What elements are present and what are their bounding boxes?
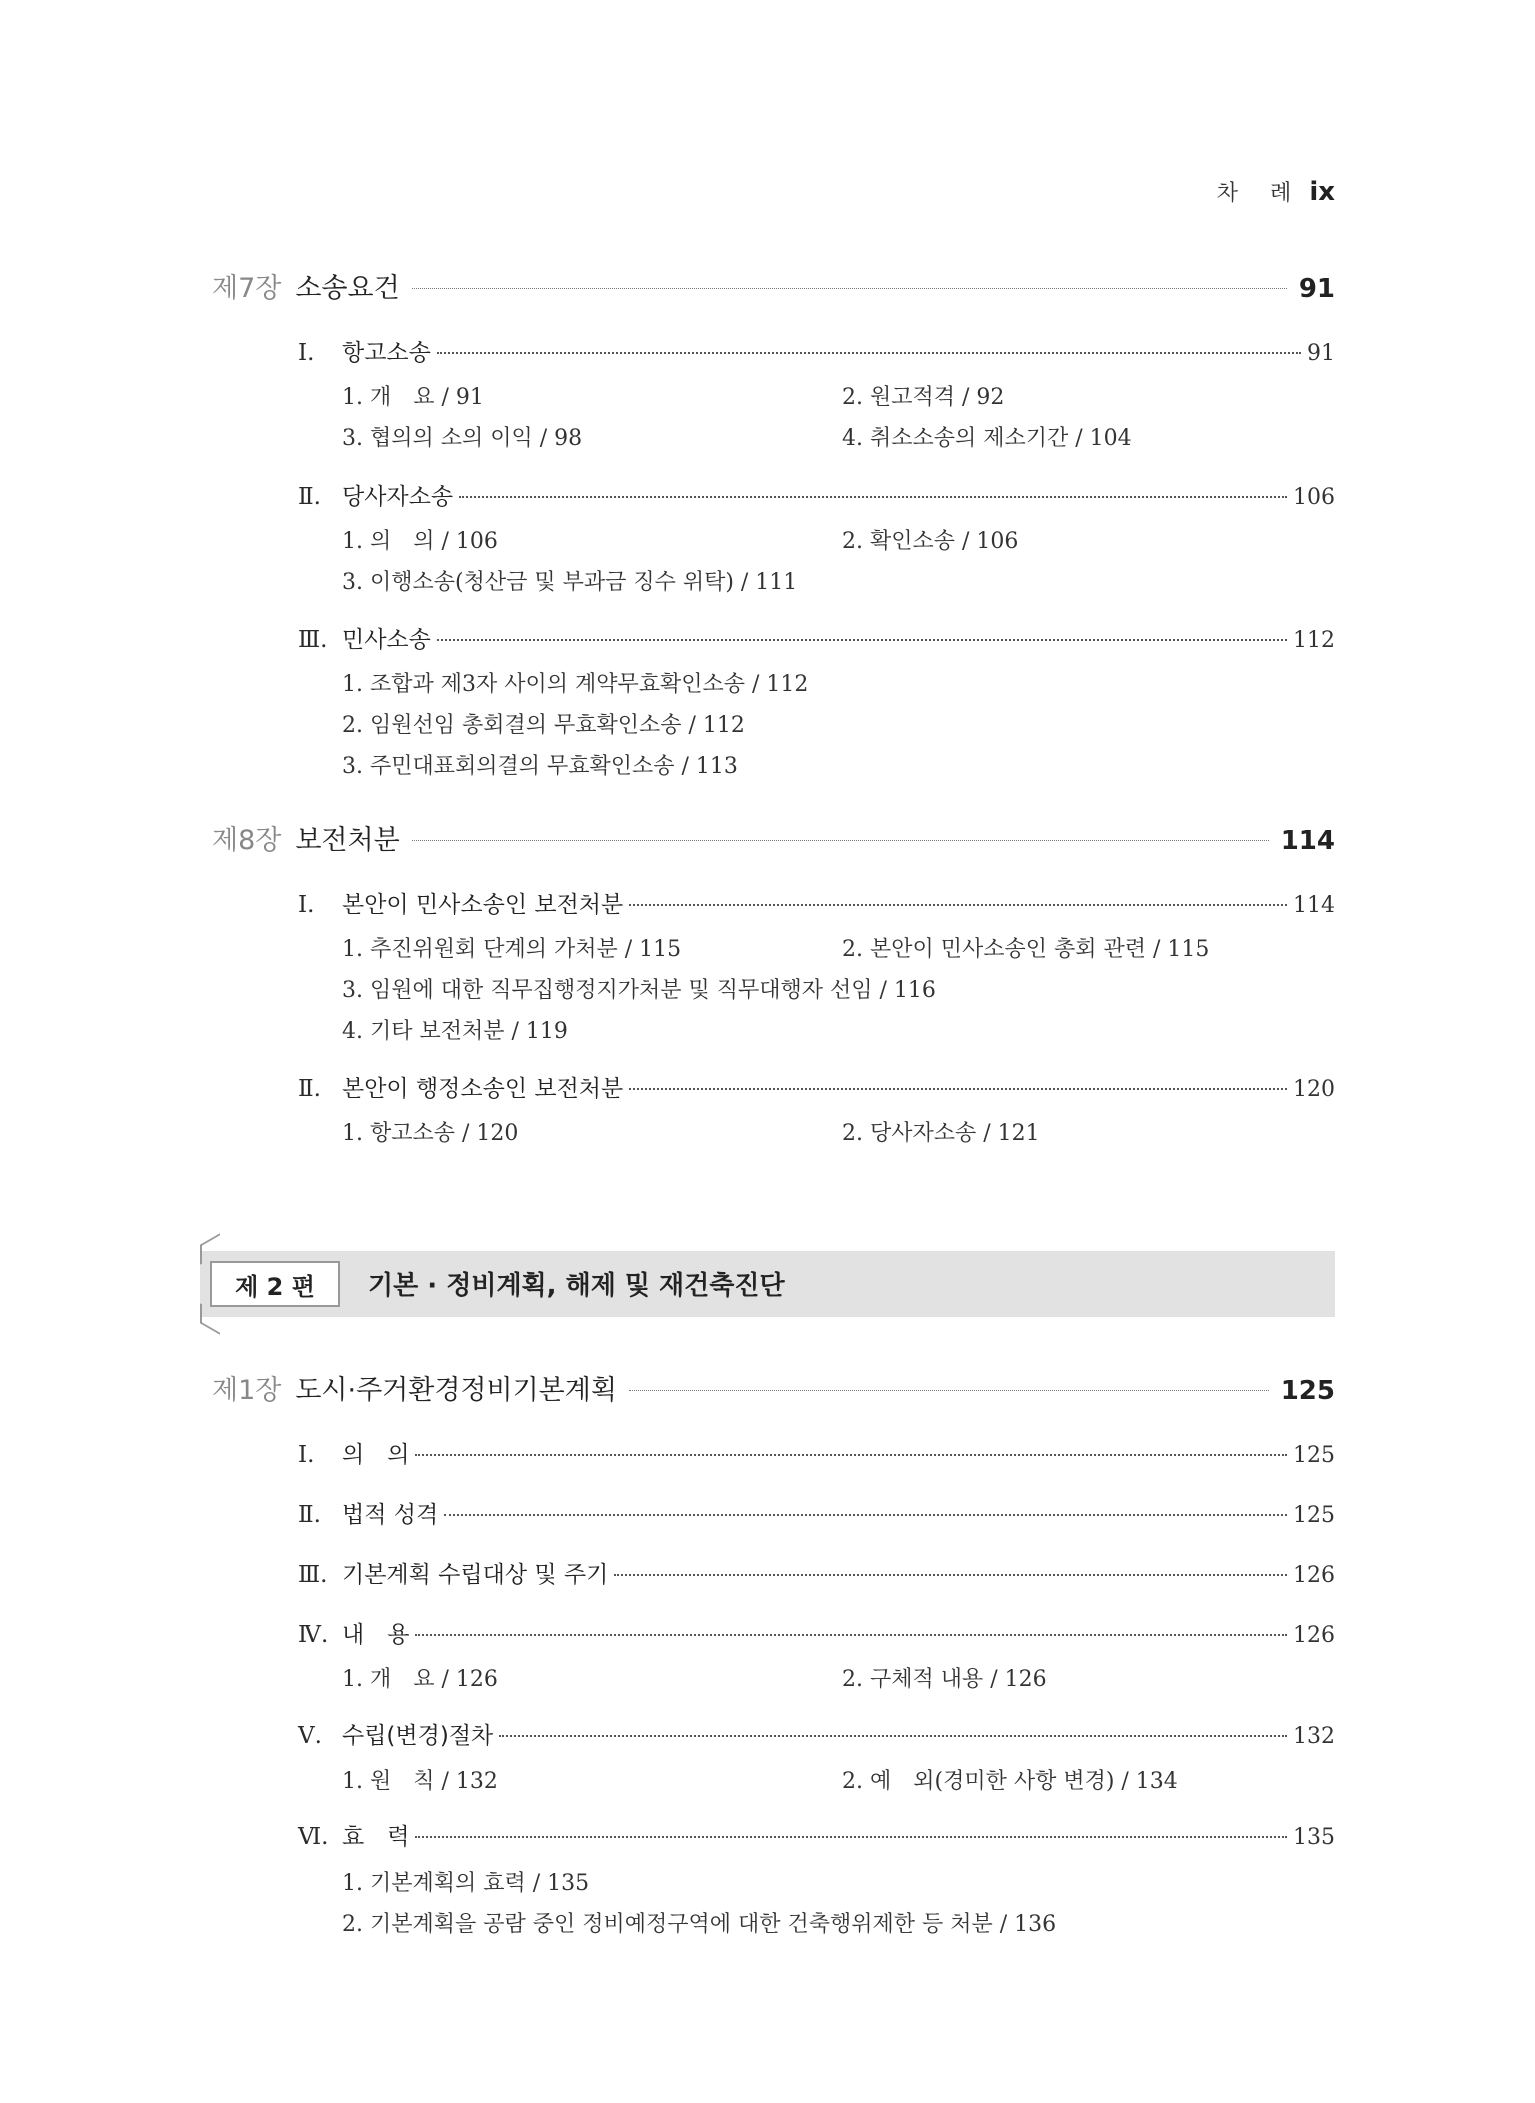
dot-leader	[459, 496, 1287, 498]
section-numeral: Ⅴ.	[298, 1723, 322, 1749]
toc-item[interactable]: 1. 개 요 / 91	[342, 385, 484, 410]
toc-chapter-7[interactable]	[212, 266, 1335, 305]
section-numeral: Ⅳ.	[298, 1622, 329, 1648]
chapter-number: 제1장	[212, 1375, 282, 1406]
toc-item[interactable]: 2. 당사자소송 / 121	[842, 1121, 1040, 1146]
section-title: 수립(변경)절차	[342, 1723, 494, 1749]
section-title: 항고소송	[342, 340, 431, 366]
toc-item[interactable]: 3. 협의의 소의 이익 / 98	[342, 426, 583, 451]
section-page: 120	[1293, 1077, 1335, 1102]
banner-corner-ornament	[200, 1303, 220, 1335]
chapter-title: 소송요건	[295, 273, 400, 304]
toc-section[interactable]	[298, 1436, 1335, 1469]
toc-item[interactable]: 1. 조합과 제3자 사이의 계약무효확인소송 / 112	[342, 672, 809, 697]
chapter-number: 제8장	[212, 825, 282, 856]
toc-section[interactable]	[298, 1496, 1335, 1529]
section-title: 의 의	[342, 1442, 410, 1468]
section-page: 135	[1293, 1825, 1335, 1850]
toc-item[interactable]: 2. 본안이 민사소송인 총회 관련 / 115	[842, 937, 1210, 962]
chapter-page: 91	[1298, 274, 1335, 304]
toc-item[interactable]: 1. 추진위원회 단계의 가처분 / 115	[342, 937, 682, 962]
toc-item[interactable]: 1. 개 요 / 126	[342, 1667, 498, 1692]
running-head	[1217, 176, 1335, 207]
toc-item[interactable]: 3. 주민대표회의결의 무효확인소송 / 113	[342, 754, 738, 779]
dot-leader	[614, 1574, 1287, 1576]
toc-item[interactable]: 1. 항고소송 / 120	[342, 1121, 519, 1146]
section-title: 당사자소송	[342, 484, 454, 510]
dot-leader	[412, 288, 1287, 289]
section-numeral: Ⅱ.	[298, 1502, 321, 1528]
toc-section[interactable]	[298, 1556, 1335, 1589]
toc-item[interactable]: 1. 원 칙 / 132	[342, 1769, 498, 1794]
header-page-number: ix	[1309, 177, 1335, 207]
toc-chapter-1[interactable]	[212, 1368, 1335, 1407]
toc-section[interactable]	[298, 478, 1335, 511]
dot-leader	[415, 1454, 1287, 1456]
section-numeral: Ⅲ.	[298, 627, 328, 653]
section-title: 법적 성격	[342, 1502, 439, 1528]
section-title: 효 력	[342, 1824, 410, 1850]
toc-item[interactable]: 2. 임원선임 총회결의 무효확인소송 / 112	[342, 713, 745, 738]
toc-item[interactable]: 2. 기본계획을 공람 중인 정비예정구역에 대한 건축행위제한 등 처분 / 136	[342, 1912, 1057, 1937]
toc-section[interactable]	[298, 886, 1335, 919]
section-page: 91	[1307, 341, 1335, 366]
section-page: 125	[1293, 1443, 1335, 1468]
section-title: 기본계획 수립대상 및 주기	[342, 1562, 609, 1588]
part-banner	[200, 1251, 1335, 1317]
section-numeral: Ⅱ.	[298, 484, 321, 510]
section-page: 126	[1293, 1623, 1335, 1648]
toc-item[interactable]: 2. 확인소송 / 106	[842, 529, 1019, 554]
section-title: 민사소송	[342, 627, 431, 653]
chapter-page: 114	[1280, 826, 1335, 856]
section-title: 본안이 행정소송인 보전처분	[342, 1076, 624, 1102]
section-page: 106	[1293, 485, 1335, 510]
section-numeral: Ⅰ.	[298, 340, 315, 366]
chapter-title: 도시·주거환경정비기본계획	[295, 1375, 617, 1406]
chapter-title: 보전처분	[295, 825, 400, 856]
dot-leader	[499, 1735, 1287, 1737]
toc-item[interactable]: 1. 의 의 / 106	[342, 529, 498, 554]
section-page: 132	[1293, 1724, 1335, 1749]
chapter-page: 125	[1280, 1376, 1335, 1406]
toc-item[interactable]: 3. 임원에 대한 직무집행정지가처분 및 직무대행자 선임 / 116	[342, 978, 936, 1003]
section-page: 125	[1293, 1503, 1335, 1528]
toc-section[interactable]	[298, 1616, 1335, 1649]
header-label-2: 례	[1270, 181, 1292, 206]
section-numeral: Ⅲ.	[298, 1562, 328, 1588]
toc-item[interactable]: 3. 이행소송(청산금 및 부과금 징수 위탁) / 111	[342, 570, 798, 595]
toc-item[interactable]: 2. 구체적 내용 / 126	[842, 1667, 1047, 1692]
toc-item[interactable]: 2. 예 외(경미한 사항 변경) / 134	[842, 1769, 1178, 1794]
dot-leader	[444, 1514, 1287, 1516]
toc-section[interactable]	[298, 1717, 1335, 1750]
dot-leader	[415, 1634, 1287, 1636]
chapter-number: 제7장	[212, 273, 282, 304]
toc-section[interactable]	[298, 1070, 1335, 1103]
section-numeral: Ⅱ.	[298, 1076, 321, 1102]
section-numeral: Ⅰ.	[298, 892, 315, 918]
header-label: 차	[1216, 181, 1239, 206]
part-title: 기본 · 정비계획, 해제 및 재건축진단	[368, 1271, 785, 1301]
toc-item[interactable]: 1. 기본계획의 효력 / 135	[342, 1871, 590, 1896]
dot-leader	[415, 1836, 1287, 1838]
dot-leader	[412, 840, 1269, 841]
section-page: 112	[1293, 628, 1335, 653]
toc-section[interactable]	[298, 621, 1335, 654]
section-numeral: Ⅵ.	[298, 1824, 329, 1850]
dot-leader	[629, 904, 1287, 906]
section-page: 114	[1293, 893, 1335, 918]
toc-item[interactable]: 4. 취소소송의 제소기간 / 104	[842, 426, 1132, 451]
toc-chapter-8[interactable]	[212, 818, 1335, 857]
toc-section[interactable]	[298, 334, 1335, 367]
part-label: 제 2 편	[210, 1261, 340, 1307]
section-numeral: Ⅰ.	[298, 1442, 315, 1468]
dot-leader	[437, 639, 1287, 641]
section-page: 126	[1293, 1563, 1335, 1588]
toc-item[interactable]: 4. 기타 보전처분 / 119	[342, 1019, 568, 1044]
dot-leader	[629, 1088, 1287, 1090]
toc-section[interactable]	[298, 1818, 1335, 1851]
toc-item[interactable]: 2. 원고적격 / 92	[842, 385, 1005, 410]
dot-leader	[437, 352, 1301, 354]
section-title: 내 용	[342, 1622, 410, 1648]
section-title: 본안이 민사소송인 보전처분	[342, 892, 624, 918]
dot-leader	[629, 1390, 1269, 1391]
